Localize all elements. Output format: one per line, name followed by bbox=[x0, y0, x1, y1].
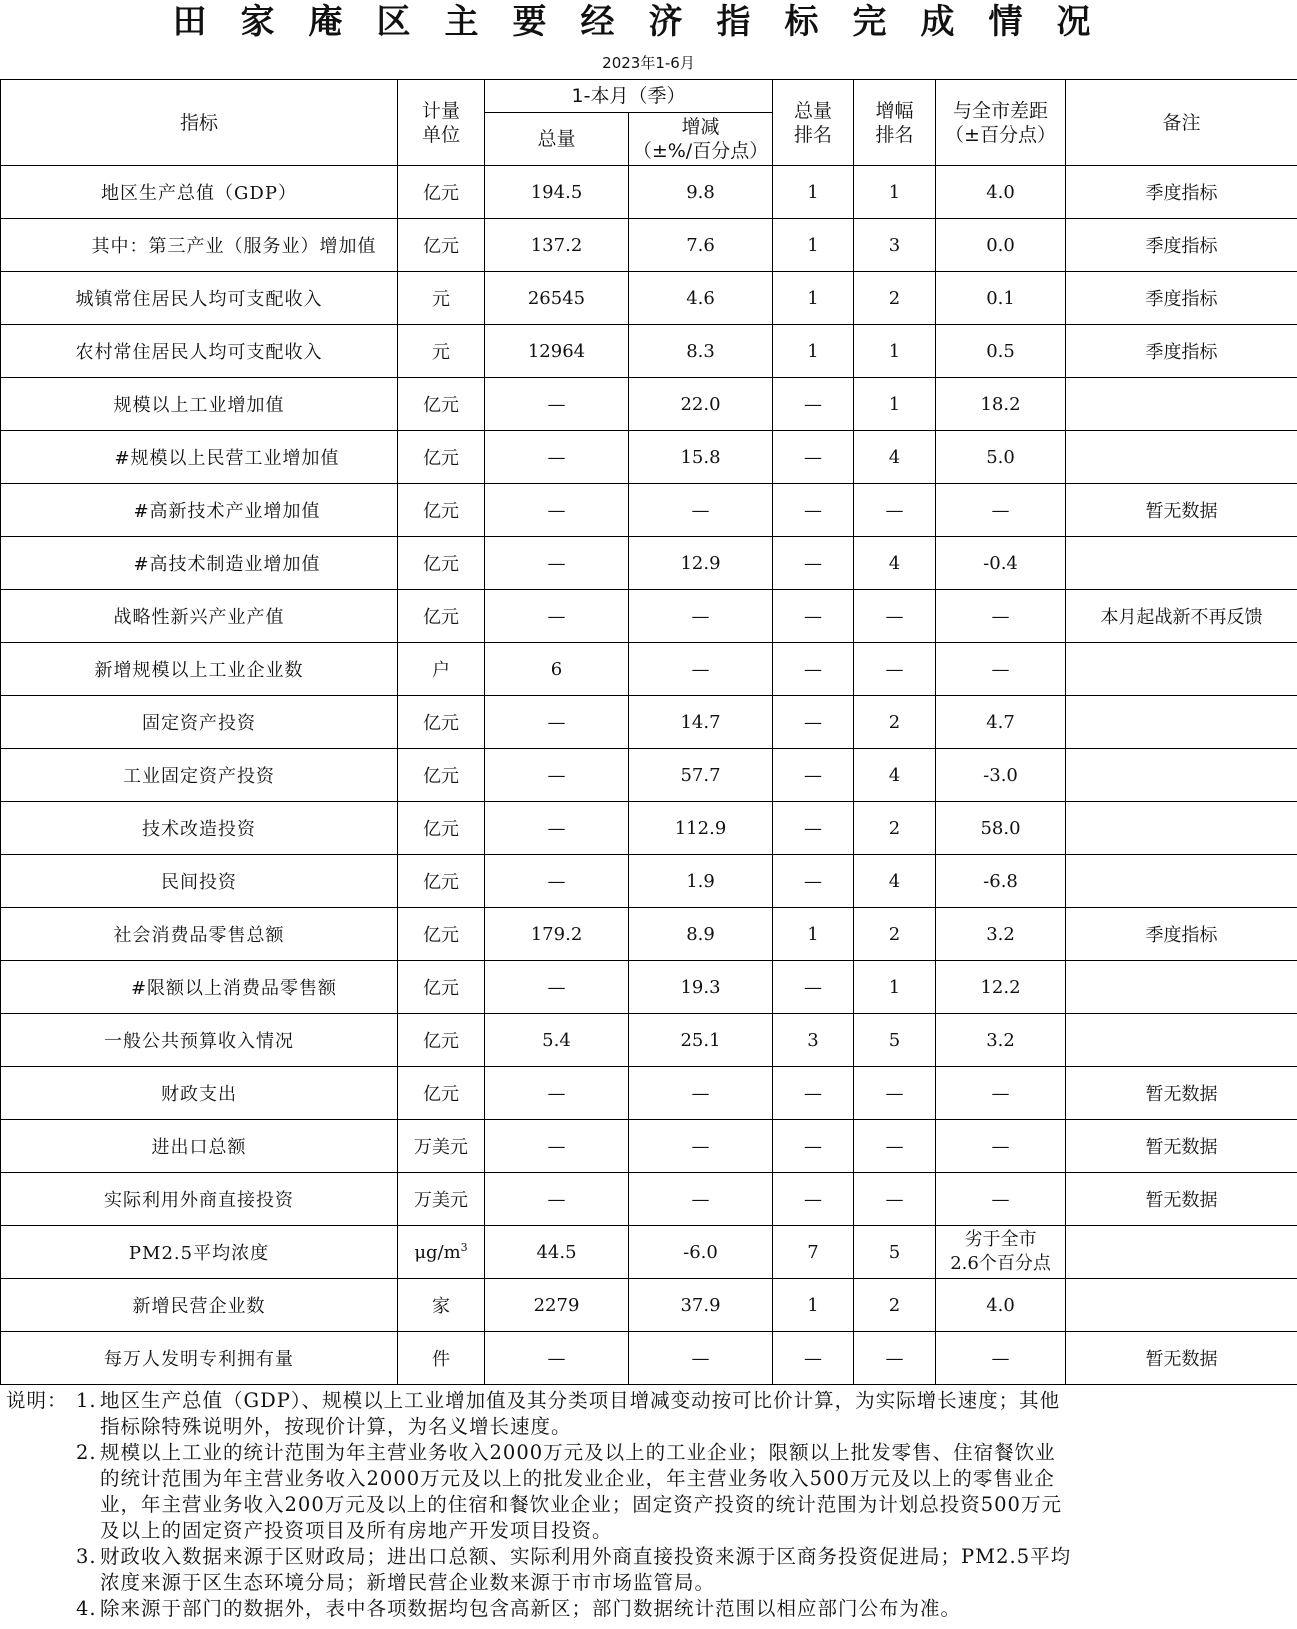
row-total: 137.2 bbox=[485, 219, 629, 272]
header-unit-line1: 计量 bbox=[421, 99, 460, 122]
table-row bbox=[1, 908, 1297, 961]
note-line: 除来源于部门的数据外，表中各项数据均包含高新区；部门数据统计范围以相应部门公布为准。 bbox=[100, 1597, 962, 1620]
row-note bbox=[1066, 855, 1297, 908]
row-unit: 亿元 bbox=[398, 802, 485, 855]
row-gap: 12.2 bbox=[936, 961, 1066, 1014]
row-growth-rank: 2 bbox=[854, 696, 936, 749]
note-line: 的统计范围为年主营业务收入2000万元及以上的批发业企业，年主营业务收入500万元及以上的零售业企 bbox=[100, 1467, 1055, 1490]
note-line: 规模以上工业的统计范围为年主营业务收入2000万元及以上的工业企业；限额以上批发零售、住宿餐饮业 bbox=[100, 1441, 1056, 1464]
row-gap: 5.0 bbox=[936, 431, 1066, 484]
row-unit: 亿元 bbox=[398, 537, 485, 590]
row-total-rank: — bbox=[773, 643, 854, 696]
row-gap: — bbox=[936, 484, 1066, 537]
row-indicator-name: 战略性新兴产业产值 bbox=[1, 590, 398, 643]
table-row bbox=[1, 272, 1297, 325]
row-change: 57.7 bbox=[629, 749, 773, 802]
row-gap: -3.0 bbox=[936, 749, 1066, 802]
row-change: 8.3 bbox=[629, 325, 773, 378]
row-note: 季度指标 bbox=[1066, 272, 1297, 325]
row-total: 179.2 bbox=[485, 908, 629, 961]
row-total: — bbox=[485, 1332, 629, 1385]
explanatory-notes bbox=[6, 1388, 1291, 1622]
table-row bbox=[1, 855, 1297, 908]
row-unit: 亿元 bbox=[398, 219, 485, 272]
row-note bbox=[1066, 1014, 1297, 1067]
table-row bbox=[1, 1120, 1297, 1173]
header-change-line2: （±%/百分点） bbox=[632, 140, 769, 162]
row-growth-rank: — bbox=[854, 1067, 936, 1120]
row-total-rank: — bbox=[773, 855, 854, 908]
row-change: 22.0 bbox=[629, 378, 773, 431]
row-growth-rank: 2 bbox=[854, 272, 936, 325]
row-total: — bbox=[485, 1173, 629, 1226]
row-gap: 4.0 bbox=[936, 1279, 1066, 1332]
row-unit: 亿元 bbox=[398, 484, 485, 537]
row-unit: 户 bbox=[398, 643, 485, 696]
row-note bbox=[1066, 961, 1297, 1014]
row-change: 25.1 bbox=[629, 1014, 773, 1067]
row-gap: — bbox=[936, 643, 1066, 696]
row-total: 44.5 bbox=[485, 1226, 629, 1279]
notes-lead: 说明： bbox=[6, 1389, 68, 1412]
row-gap: 4.7 bbox=[936, 696, 1066, 749]
row-gap: — bbox=[936, 1067, 1066, 1120]
note-line: 指标除特殊说明外，按现价计算，为名义增长速度。 bbox=[100, 1415, 572, 1438]
header-total-rank-line1: 总量 bbox=[794, 99, 833, 122]
table-row bbox=[1, 166, 1297, 219]
row-growth-rank: 3 bbox=[854, 219, 936, 272]
header-change-line1: 增减 bbox=[681, 116, 720, 138]
row-indicator-name: 技术改造投资 bbox=[1, 802, 398, 855]
note-line: 浓度来源于区生态环境分局；新增民营企业数来源于市市场监管局。 bbox=[100, 1571, 716, 1594]
row-unit: 元 bbox=[398, 325, 485, 378]
row-indicator-name: 社会消费品零售总额 bbox=[1, 908, 398, 961]
row-unit: 亿元 bbox=[398, 961, 485, 1014]
row-gap: 3.2 bbox=[936, 908, 1066, 961]
row-gap: 0.0 bbox=[936, 219, 1066, 272]
row-total-rank: — bbox=[773, 537, 854, 590]
row-indicator-name: #规模以上民营工业增加值 bbox=[1, 431, 398, 484]
table-row bbox=[1, 1014, 1297, 1067]
row-gap: 58.0 bbox=[936, 802, 1066, 855]
table-row bbox=[1, 643, 1297, 696]
table-row bbox=[1, 537, 1297, 590]
row-indicator-name: 财政支出 bbox=[1, 1067, 398, 1120]
row-total-rank: — bbox=[773, 590, 854, 643]
row-growth-rank: 1 bbox=[854, 166, 936, 219]
row-change: 15.8 bbox=[629, 431, 773, 484]
row-note bbox=[1066, 696, 1297, 749]
row-total-rank: — bbox=[773, 749, 854, 802]
row-total: — bbox=[485, 961, 629, 1014]
indicator-table bbox=[0, 79, 1297, 1385]
row-gap bbox=[936, 1226, 1066, 1279]
row-growth-rank: 4 bbox=[854, 537, 936, 590]
note-item bbox=[6, 1596, 1291, 1622]
row-note: 暂无数据 bbox=[1066, 1173, 1297, 1226]
row-growth-rank: — bbox=[854, 1120, 936, 1173]
row-note: 暂无数据 bbox=[1066, 1332, 1297, 1385]
row-total: — bbox=[485, 431, 629, 484]
row-note: 季度指标 bbox=[1066, 219, 1297, 272]
note-item bbox=[6, 1544, 1291, 1596]
row-note: 暂无数据 bbox=[1066, 1067, 1297, 1120]
row-total-rank: — bbox=[773, 961, 854, 1014]
note-number: 4. bbox=[76, 1597, 97, 1620]
row-growth-rank: 4 bbox=[854, 431, 936, 484]
row-unit bbox=[398, 1226, 485, 1279]
row-unit: 亿元 bbox=[398, 1067, 485, 1120]
row-total-rank: 1 bbox=[773, 219, 854, 272]
table-row bbox=[1, 590, 1297, 643]
page-title: 田家庵区主要经济指标完成情况 bbox=[172, 2, 1125, 42]
row-change: 19.3 bbox=[629, 961, 773, 1014]
page-subtitle: 2023年1-6月 bbox=[602, 54, 695, 72]
row-change: — bbox=[629, 590, 773, 643]
row-indicator-name: 民间投资 bbox=[1, 855, 398, 908]
row-indicator-name: #高新技术产业增加值 bbox=[1, 484, 398, 537]
table-row bbox=[1, 1173, 1297, 1226]
row-total: — bbox=[485, 378, 629, 431]
row-total-rank: — bbox=[773, 1173, 854, 1226]
header-indicator: 指标 bbox=[1, 80, 398, 166]
row-note: 季度指标 bbox=[1066, 166, 1297, 219]
row-gap: — bbox=[936, 590, 1066, 643]
table-row bbox=[1, 802, 1297, 855]
table-row bbox=[1, 749, 1297, 802]
row-note bbox=[1066, 749, 1297, 802]
row-gap: — bbox=[936, 1173, 1066, 1226]
row-total-rank: — bbox=[773, 696, 854, 749]
table-row bbox=[1, 378, 1297, 431]
row-indicator-name: 固定资产投资 bbox=[1, 696, 398, 749]
header-total-rank bbox=[773, 80, 854, 166]
row-change: — bbox=[629, 1173, 773, 1226]
row-total-rank: 1 bbox=[773, 325, 854, 378]
row-total: 194.5 bbox=[485, 166, 629, 219]
row-total-rank: 1 bbox=[773, 908, 854, 961]
row-growth-rank: — bbox=[854, 590, 936, 643]
row-growth-rank: 2 bbox=[854, 1279, 936, 1332]
row-note bbox=[1066, 378, 1297, 431]
header-growth-rank-line2: 排名 bbox=[875, 123, 914, 146]
row-total: — bbox=[485, 1067, 629, 1120]
row-indicator-name: 规模以上工业增加值 bbox=[1, 378, 398, 431]
row-change: -6.0 bbox=[629, 1226, 773, 1279]
row-indicator-name: 城镇常住居民人均可支配收入 bbox=[1, 272, 398, 325]
row-total-rank: — bbox=[773, 378, 854, 431]
row-growth-rank: 1 bbox=[854, 325, 936, 378]
row-total: 5.4 bbox=[485, 1014, 629, 1067]
row-gap: 18.2 bbox=[936, 378, 1066, 431]
row-indicator-name: 一般公共预算收入情况 bbox=[1, 1014, 398, 1067]
row-growth-rank: — bbox=[854, 1332, 936, 1385]
row-growth-rank: 4 bbox=[854, 855, 936, 908]
row-change: 9.8 bbox=[629, 166, 773, 219]
row-unit: 亿元 bbox=[398, 855, 485, 908]
row-note: 季度指标 bbox=[1066, 325, 1297, 378]
row-change: — bbox=[629, 484, 773, 537]
note-line: 业，年主营业务收入200万元及以上的住宿和餐饮业企业；固定资产投资的统计范围为计划总投资500万元 bbox=[100, 1493, 1062, 1516]
row-note bbox=[1066, 537, 1297, 590]
row-total: — bbox=[485, 590, 629, 643]
row-total: 2279 bbox=[485, 1279, 629, 1332]
row-gap: 3.2 bbox=[936, 1014, 1066, 1067]
row-unit: 亿元 bbox=[398, 378, 485, 431]
row-gap: -0.4 bbox=[936, 537, 1066, 590]
row-indicator-name: 工业固定资产投资 bbox=[1, 749, 398, 802]
row-growth-rank: 1 bbox=[854, 378, 936, 431]
row-total-rank: — bbox=[773, 484, 854, 537]
row-indicator-name: 进出口总额 bbox=[1, 1120, 398, 1173]
row-indicator-name: 实际利用外商直接投资 bbox=[1, 1173, 398, 1226]
row-unit: 件 bbox=[398, 1332, 485, 1385]
row-total-rank: 7 bbox=[773, 1226, 854, 1279]
row-total: — bbox=[485, 749, 629, 802]
row-indicator-name: 每万人发明专利拥有量 bbox=[1, 1332, 398, 1385]
row-note: 暂无数据 bbox=[1066, 1120, 1297, 1173]
row-unit: 万美元 bbox=[398, 1173, 485, 1226]
row-growth-rank: 2 bbox=[854, 908, 936, 961]
row-total-rank: — bbox=[773, 1120, 854, 1173]
row-total: 26545 bbox=[485, 272, 629, 325]
note-number: 1. bbox=[76, 1389, 97, 1412]
row-gap-line2: 2.6个百分点 bbox=[950, 1253, 1051, 1274]
row-total: — bbox=[485, 537, 629, 590]
row-unit: 亿元 bbox=[398, 749, 485, 802]
row-note bbox=[1066, 643, 1297, 696]
row-change: 1.9 bbox=[629, 855, 773, 908]
note-item bbox=[6, 1440, 1291, 1544]
row-change: — bbox=[629, 643, 773, 696]
row-unit: 亿元 bbox=[398, 908, 485, 961]
table-row bbox=[1, 961, 1297, 1014]
header-period: 1-本月（季） bbox=[485, 80, 773, 113]
header-growth-rank-line1: 增幅 bbox=[875, 99, 914, 122]
row-unit: 元 bbox=[398, 272, 485, 325]
row-growth-rank: — bbox=[854, 1173, 936, 1226]
row-gap-line1: 劣于全市 bbox=[964, 1229, 1037, 1250]
note-line: 地区生产总值（GDP）、规模以上工业增加值及其分类项目增减变动按可比价计算，为实际增长速度；其他 bbox=[100, 1389, 1061, 1412]
row-change: 112.9 bbox=[629, 802, 773, 855]
row-unit-text: μg/m bbox=[414, 1242, 461, 1263]
row-total: 6 bbox=[485, 643, 629, 696]
row-change: — bbox=[629, 1067, 773, 1120]
row-indicator-name: 其中：第三产业（服务业）增加值 bbox=[1, 219, 398, 272]
row-note: 暂无数据 bbox=[1066, 484, 1297, 537]
row-gap: 4.0 bbox=[936, 166, 1066, 219]
table-row bbox=[1, 431, 1297, 484]
table-row bbox=[1, 219, 1297, 272]
row-gap: — bbox=[936, 1332, 1066, 1385]
row-total: — bbox=[485, 802, 629, 855]
header-total: 总量 bbox=[485, 113, 629, 166]
row-total: 12964 bbox=[485, 325, 629, 378]
row-gap: — bbox=[936, 1120, 1066, 1173]
row-growth-rank: 2 bbox=[854, 802, 936, 855]
row-total-rank: 1 bbox=[773, 1279, 854, 1332]
table-row bbox=[1, 484, 1297, 537]
note-number: 2. bbox=[76, 1441, 97, 1464]
row-change: 12.9 bbox=[629, 537, 773, 590]
row-change: 4.6 bbox=[629, 272, 773, 325]
row-note: 季度指标 bbox=[1066, 908, 1297, 961]
row-indicator-name: #限额以上消费品零售额 bbox=[1, 961, 398, 1014]
row-note bbox=[1066, 802, 1297, 855]
row-note bbox=[1066, 431, 1297, 484]
table-row bbox=[1, 1332, 1297, 1385]
row-unit: 亿元 bbox=[398, 590, 485, 643]
row-growth-rank: 5 bbox=[854, 1226, 936, 1279]
row-growth-rank: — bbox=[854, 643, 936, 696]
row-growth-rank: 1 bbox=[854, 961, 936, 1014]
row-note bbox=[1066, 1226, 1297, 1279]
row-total-rank: — bbox=[773, 431, 854, 484]
table-row bbox=[1, 1279, 1297, 1332]
row-unit: 亿元 bbox=[398, 1014, 485, 1067]
row-growth-rank: — bbox=[854, 484, 936, 537]
row-unit: 家 bbox=[398, 1279, 485, 1332]
row-change: 37.9 bbox=[629, 1279, 773, 1332]
row-indicator-name: PM2.5平均浓度 bbox=[1, 1226, 398, 1279]
row-total: — bbox=[485, 1120, 629, 1173]
row-indicator-name: 新增民营企业数 bbox=[1, 1279, 398, 1332]
note-line: 及以上的固定资产投资项目及所有房地产开发项目投资。 bbox=[100, 1519, 613, 1542]
row-change: 8.9 bbox=[629, 908, 773, 961]
row-growth-rank: 4 bbox=[854, 749, 936, 802]
note-line: 财政收入数据来源于区财政局；进出口总额、实际利用外商直接投资来源于区商务投资促进局；PM2.5平均 bbox=[100, 1545, 1072, 1568]
row-gap: 0.1 bbox=[936, 272, 1066, 325]
row-gap: 0.5 bbox=[936, 325, 1066, 378]
row-total: — bbox=[485, 484, 629, 537]
header-gap bbox=[936, 80, 1066, 166]
row-indicator-name: 新增规模以上工业企业数 bbox=[1, 643, 398, 696]
header-note: 备注 bbox=[1066, 80, 1297, 166]
header-total-rank-line2: 排名 bbox=[794, 123, 833, 146]
table-row bbox=[1, 325, 1297, 378]
row-total-rank: 1 bbox=[773, 166, 854, 219]
header-unit bbox=[398, 80, 485, 166]
row-total-rank: — bbox=[773, 1332, 854, 1385]
row-total: — bbox=[485, 696, 629, 749]
note-number: 3. bbox=[76, 1545, 97, 1568]
header-change bbox=[629, 113, 773, 166]
row-unit: 万美元 bbox=[398, 1120, 485, 1173]
row-total-rank: — bbox=[773, 1067, 854, 1120]
row-indicator-name: 地区生产总值（GDP） bbox=[1, 166, 398, 219]
row-change: — bbox=[629, 1332, 773, 1385]
table-row bbox=[1, 1067, 1297, 1120]
row-total-rank: 1 bbox=[773, 272, 854, 325]
row-unit: 亿元 bbox=[398, 166, 485, 219]
header-gap-line2: （±百分点） bbox=[945, 123, 1056, 146]
row-total-rank: 3 bbox=[773, 1014, 854, 1067]
row-gap: -6.8 bbox=[936, 855, 1066, 908]
row-unit: 亿元 bbox=[398, 696, 485, 749]
row-note: 本月起战新不再反馈 bbox=[1066, 590, 1297, 643]
note-item bbox=[6, 1388, 1291, 1440]
row-change: 7.6 bbox=[629, 219, 773, 272]
row-unit: 亿元 bbox=[398, 431, 485, 484]
row-total-rank: — bbox=[773, 802, 854, 855]
row-change: 14.7 bbox=[629, 696, 773, 749]
row-indicator-name: 农村常住居民人均可支配收入 bbox=[1, 325, 398, 378]
row-growth-rank: 5 bbox=[854, 1014, 936, 1067]
row-indicator-name: #高技术制造业增加值 bbox=[1, 537, 398, 590]
table-row bbox=[1, 696, 1297, 749]
header-gap-line1: 与全市差距 bbox=[953, 99, 1049, 122]
header-growth-rank bbox=[854, 80, 936, 166]
table-row bbox=[1, 1226, 1297, 1279]
row-change: — bbox=[629, 1120, 773, 1173]
header-unit-line2: 单位 bbox=[421, 123, 460, 146]
row-total: — bbox=[485, 855, 629, 908]
row-unit-superscript: 3 bbox=[460, 1241, 468, 1254]
row-note bbox=[1066, 1279, 1297, 1332]
